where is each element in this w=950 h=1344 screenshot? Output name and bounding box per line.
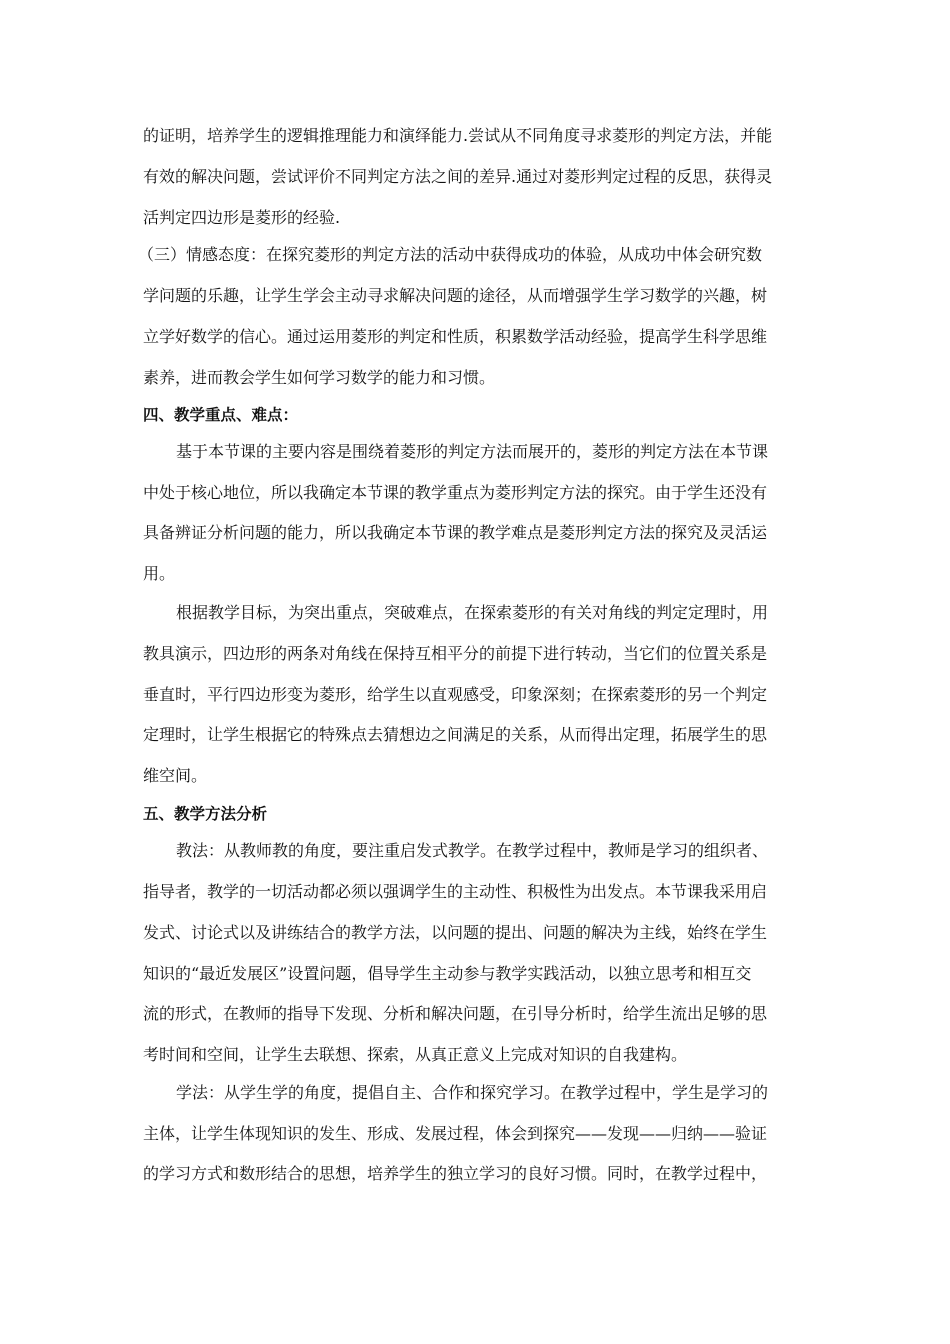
paragraph-line: 考时间和空间，让学生去联想、探索，从真正意义上完成对知识的自我建构。: [143, 1045, 688, 1064]
section-heading-key-points: 四、教学重点、难点：: [143, 406, 299, 424]
paragraph-line: 具备辨证分析问题的能力，所以我确定本节课的教学难点是菱形判定方法的探究及灵活运: [143, 523, 768, 542]
paragraph-line: 维空间。: [143, 766, 208, 785]
paragraph-line: 根据教学目标，为突出重点，突破难点，在探索菱形的有关对角线的判定定理时，用: [176, 603, 769, 622]
paragraph-line: 指导者，教学的一切活动都必须以强调学生的主动性、积极性为出发点。本节课我采用启: [143, 882, 768, 901]
paragraph-line: 教法：从教师教的角度，要注重启发式教学。在教学过程中，教师是学习的组织者、: [176, 841, 769, 860]
paragraph-line: 教具演示，四边形的两条对角线在保持互相平分的前提下进行转动，当它们的位置关系是: [143, 644, 768, 663]
section-subheading-line: （三）情感态度：在探究菱形的判定方法的活动中获得成功的体验，从成功中体会研究数: [138, 245, 763, 264]
paragraph-line: 的证明，培养学生的逻辑推理能力和演绎能力.尝试从不同角度寻求菱形的判定方法，并能: [143, 126, 773, 145]
paragraph-line: 基于本节课的主要内容是围绕着菱形的判定方法而展开的，菱形的判定方法在本节课: [176, 442, 769, 461]
paragraph-line: 的学习方式和数形结合的思想，培养学生的独立学习的良好习惯。同时，在教学过程中，: [143, 1164, 768, 1183]
paragraph-line: 流的形式，在教师的指导下发现、分析和解决问题，在引导分析时，给学生流出足够的思: [143, 1004, 768, 1023]
paragraph-line: 有效的解决问题，尝试评价不同判定方法之间的差异.通过对菱形判定过程的反思，获得灵: [143, 167, 773, 186]
paragraph-line: 学法：从学生学的角度，提倡自主、合作和探究学习。在教学过程中，学生是学习的: [176, 1083, 769, 1102]
paragraph-line: 素养，进而教会学生如何学习数学的能力和习惯。: [143, 368, 496, 387]
paragraph-line: 活判定四边形是菱形的经验.: [143, 208, 341, 227]
paragraph-line: 定理时，让学生根据它的特殊点去猜想边之间满足的关系，从而得出定理，拓展学生的思: [143, 725, 768, 744]
section-heading-methods: 五、教学方法分析: [143, 805, 268, 823]
paragraph-line: 主体，让学生体现知识的发生、形成、发展过程，体会到探究——发现——归纳——验证: [143, 1124, 768, 1143]
paragraph-line: 立学好数学的信心。通过运用菱形的判定和性质，积累数学活动经验，提高学生科学思维: [143, 327, 768, 346]
paragraph-line: 垂直时，平行四边形变为菱形，给学生以直观感受，印象深刻；在探索菱形的另一个判定: [143, 685, 768, 704]
paragraph-line: 中处于核心地位，所以我确定本节课的教学重点为菱形判定方法的探究。由于学生还没有: [143, 483, 768, 502]
paragraph-line: 用。: [143, 564, 176, 583]
paragraph-line: 学问题的乐趣，让学生学会主动寻求解决问题的途径，从而增强学生学习数学的兴趣，树: [143, 286, 768, 305]
paragraph-line: 发式、讨论式以及讲练结合的教学方法，以问题的提出、问题的解决为主线，始终在学生: [143, 923, 768, 942]
paragraph-line: 知识的“最近发展区”设置问题，倡导学生主动参与教学实践活动，以独立思考和相互交: [143, 964, 752, 983]
